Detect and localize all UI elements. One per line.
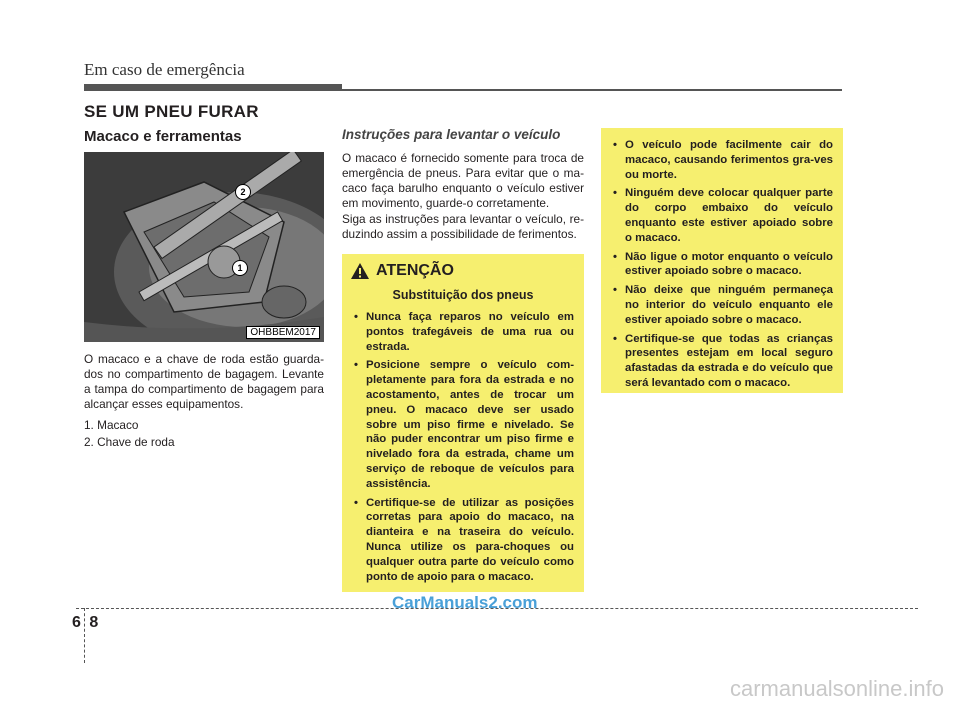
- figure-code: OHBBEM2017: [246, 326, 320, 339]
- list-item: • Certifique-se de utilizar as posições corretas para apoio do macaco, na dianteira e na traseira do veículo. Nunca utilize os para-choques ou qualquer outra parte do veículo como ponto de apoio para o macaco.: [348, 496, 574, 585]
- callout-1: 1: [232, 260, 248, 276]
- subsection-title: Macaco e ferramentas: [84, 128, 242, 145]
- footer-site-watermark: carmanualsonline.info: [729, 676, 944, 701]
- page-number: 6 8: [72, 614, 101, 631]
- warning-heading-text: ATENÇÃO: [376, 262, 454, 279]
- footer-dashed-rule: [76, 608, 918, 609]
- chapter-title: Em caso de emergência: [84, 60, 245, 79]
- warning-box-tires: [342, 254, 584, 592]
- tools-list: [84, 418, 324, 452]
- list-item: 2. Chave de roda: [84, 435, 175, 449]
- jack-illustration: [84, 152, 324, 342]
- jack-tools-figure: [84, 152, 324, 342]
- header-rule-thin: [342, 89, 842, 91]
- list-item: • Não ligue o motor enquanto o veículo estiver apoiado sobre o macaco.: [607, 250, 833, 280]
- watermark-link[interactable]: CarManuals2.com: [392, 593, 538, 612]
- warning-list-continued: [607, 138, 833, 395]
- list-item: • Ninguém deve colocar qualquer parte do corpo embaixo do veículo enquanto este estiver apoiado sobre o macaco.: [607, 186, 833, 245]
- list-item: • Não deixe que ninguém permaneça no interior do veículo enquanto ele estiver apoiado sobre o macaco.: [607, 283, 833, 327]
- list-item: • O veículo pode facilmente cair do macaco, causando ferimentos gra-ves ou morte.: [607, 138, 833, 182]
- list-item: • Nunca faça reparos no veículo em pontos trafegáveis de uma rua ou estrada.: [348, 310, 574, 354]
- header-rule-thick: [84, 84, 342, 91]
- list-item: • Posicione sempre o veículo com-pletamente para fora da estrada e no acostamento, antes de trocar um pneu. O macaco deve ser usado sobre um piso firme e nivelado. Se não puder encontrar um piso firme e nivelado fora da estrada, chame um serviço de reboque de veículos para assistência.: [348, 358, 574, 491]
- warning-triangle-icon: [350, 262, 370, 280]
- warning-list: [348, 310, 574, 588]
- list-item: 1. Macaco: [84, 418, 139, 432]
- section-title: SE UM PNEU FURAR: [84, 102, 259, 121]
- list-item: • Certifique-se que todas as crianças presentes estejam em local seguro afastadas da estrada e do veículo que será levantado com o macaco.: [607, 332, 833, 391]
- warning-subheading: Substituição dos pneus: [392, 288, 534, 302]
- instructions-paragraph-1: O macaco é fornecido somente para troca de emergência de pneus. Para evitar que o ma-caco faça barulho enquanto o veículo estiver em movimento, guarde-o corretamente.: [342, 151, 584, 210]
- instructions-paragraph-2: Siga as instruções para levantar o veículo, re-duzindo assim a possibilidade de ferimentos.: [342, 212, 584, 241]
- instructions-title: Instruções para levantar o veículo: [342, 127, 561, 142]
- callout-2: 2: [235, 184, 251, 200]
- warning-box-continued: [601, 128, 843, 393]
- warning-heading: [350, 262, 454, 280]
- intro-paragraph: O macaco e a chave de roda estão guarda-dos no compartimento de bagagem. Levante a tampa do compartimento de bagagem para alcançar esses equipamentos.: [84, 352, 324, 411]
